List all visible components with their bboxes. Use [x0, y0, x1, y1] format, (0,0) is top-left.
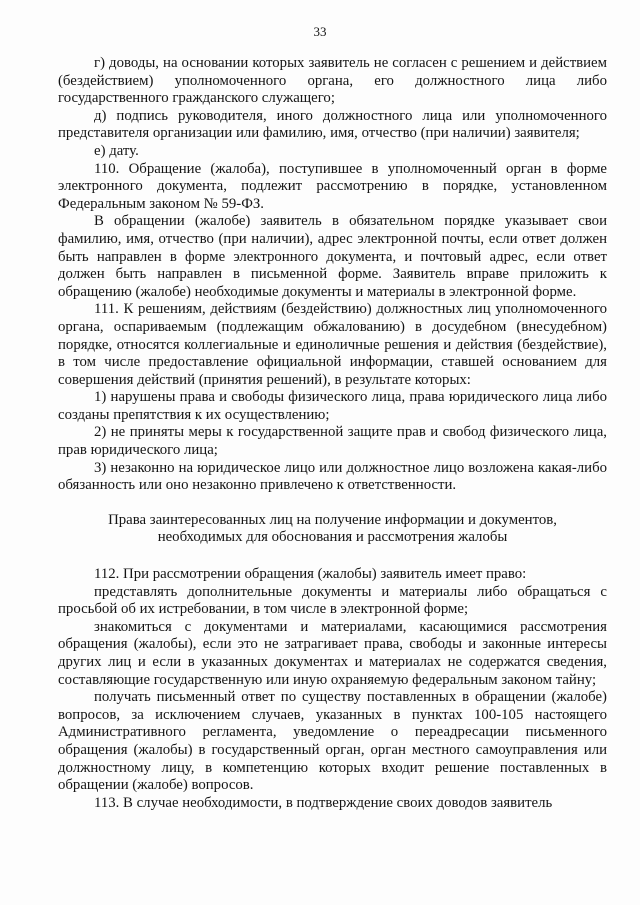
paragraph-112-right-answer: получать письменный ответ по существу поставленных в обращении (жалобе) вопросов, за исключением случаев, указанных в пунктах 100-105 настоящего Административного регламента, уведомление о переадресации письменного обращения (жалобы) в государственный орган, орган местного самоуправления или должностному лицу, в компетенцию которых входит решение поставленных в обращении (жалобе) вопросов.	[58, 689, 607, 794]
paragraph-113: 113. В случае необходимости, в подтверждение своих доводов заявитель	[94, 794, 553, 811]
document-body	[58, 55, 607, 812]
paragraph-item-e: е) дату.	[94, 142, 139, 159]
paragraph-112-right-submit: представлять дополнительные документы и материалы либо обращаться с просьбой об их истребовании, в том числе в электронной форме;	[58, 583, 607, 618]
paragraph-111-item-3: 3) незаконно на юридическое лицо или должностное лицо возложена какая-либо обязанность или оно незаконно привлечено к ответственности.	[58, 459, 607, 494]
section-heading-line-1: Права заинтересованных лиц на получение информации и документов,	[108, 511, 557, 528]
paragraph-appeal-contents: В обращении (жалобе) заявитель в обязательном порядке указывает свои фамилию, имя, отчество (при наличии), адрес электронной почты, если ответ должен быть направлен в форме электронного документа, и почтовый адрес, если ответ должен быть направлен в письменной форме. Заявитель вправе приложить к обращению (жалобе) необходимые документы и материалы в электронной форме.	[58, 213, 607, 300]
section-heading	[58, 512, 607, 547]
paragraph-item-g: г) доводы, на основании которых заявитель не согласен с решением и действием (бездействием) уполномоченного органа, его должностного лица либо государственного гражданского служащего;	[58, 55, 607, 107]
paragraph-111-item-2: 2) не приняты меры к государственной защите прав и свобод физического лица, прав юридического лица;	[58, 424, 607, 459]
page-number: 33	[313, 24, 327, 39]
paragraph-111: 111. К решениям, действиям (бездействию) должностных лиц уполномоченного органа, оспариваемым (подлежащим обжалованию) в досудебном (внесудебном) порядке, относятся коллегиальные и единоличные решения и действия (бездействие), в том числе предоставление официальной информации, ставшей основанием для совершения действий (принятия решений), в результате которых:	[58, 301, 607, 388]
paragraph-111-item-1: 1) нарушены права и свободы физического лица, права юридического лица либо созданы препятствия к их осуществлению;	[58, 389, 607, 423]
paragraph-112-right-review: знакомиться с документами и материалами, касающимися рассмотрения обращения (жалобы), если это не затрагивает права, свободы и законные интересы других лиц и если в указанных документах и материалах не содержатся сведения, составляющие государственную или иную охраняемую федеральным законом тайну;	[58, 618, 607, 688]
paragraph-112: 112. При рассмотрении обращения (жалобы) заявитель имеет право:	[94, 566, 527, 583]
section-heading-line-2: необходимых для обоснования и рассмотрения жалобы	[157, 529, 508, 546]
paragraph-110: 110. Обращение (жалоба), поступившее в уполномоченный орган в форме электронного документа, подлежит рассмотрению в порядке, установленном Федеральным законом № 59-ФЗ.	[58, 160, 607, 212]
paragraph-item-d: д) подпись руководителя, иного должностного лица или уполномоченного представителя организации или фамилию, имя, отчество (при наличии) заявителя;	[58, 107, 607, 142]
